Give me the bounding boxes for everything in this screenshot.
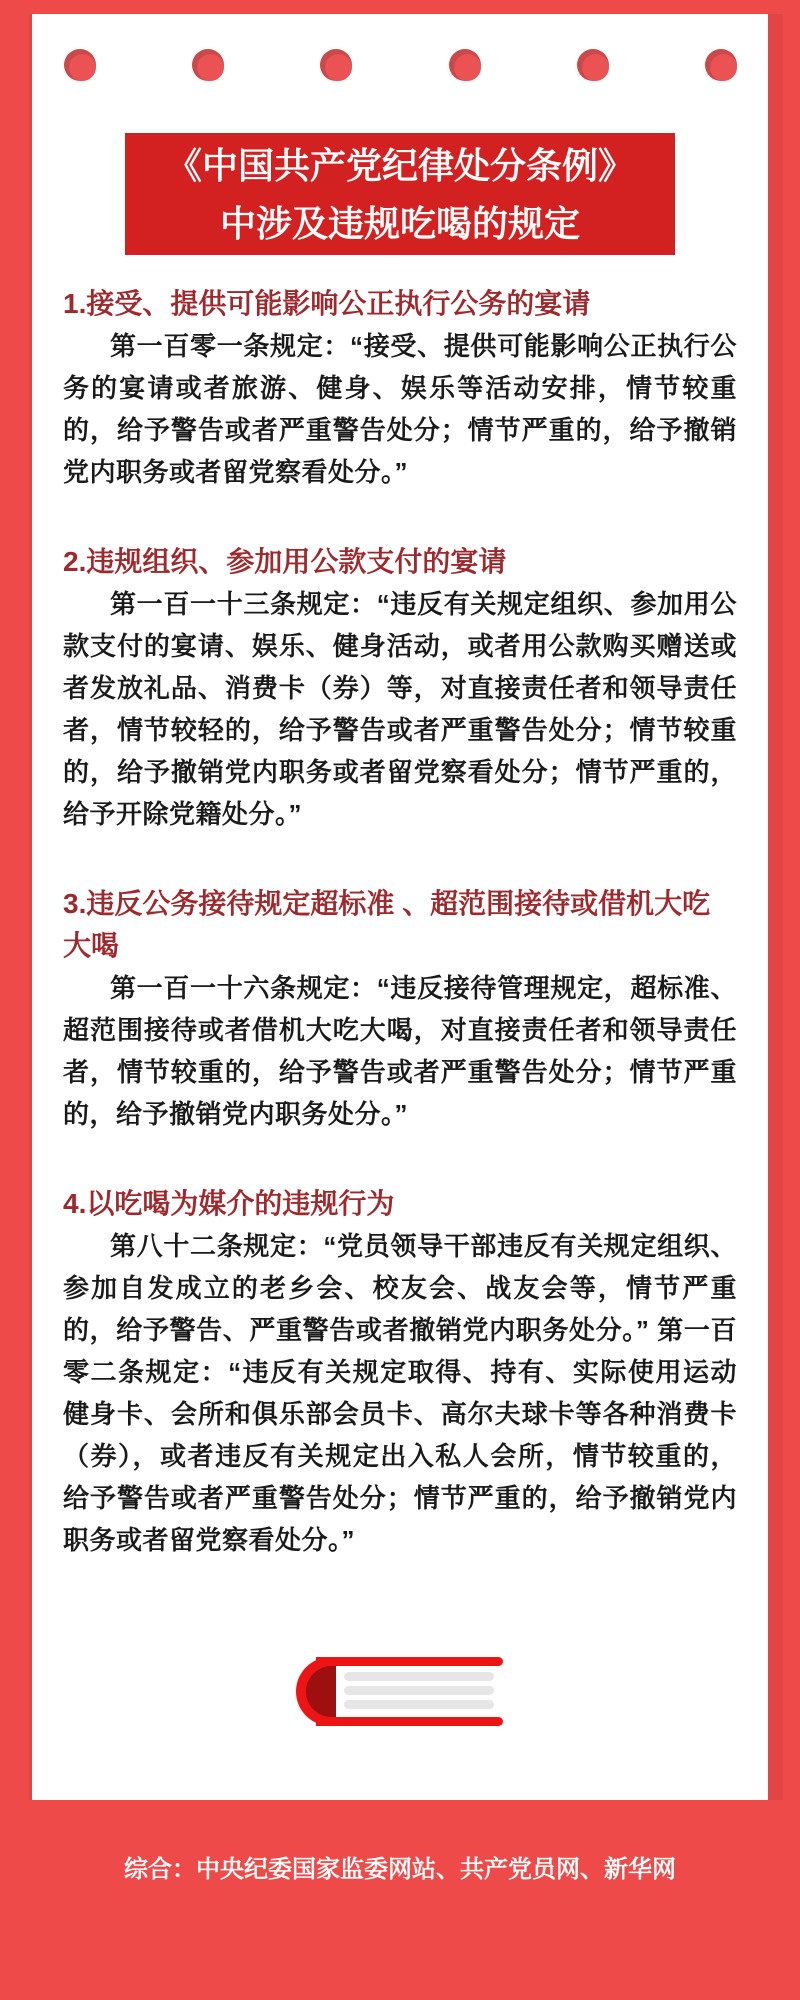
binder-dot-icon bbox=[449, 49, 481, 81]
book-pages bbox=[336, 1666, 494, 1717]
section-4-body: 第八十二条规定：“党员领导干部违反有关规定组织、参加自发成立的老乡会、校友会、战友会等，情节严重的，给予警告、严重警告或者撤销党内职务处分。” 第一百零二条规定：“违反有关规定取得、持有、实际使用运动健身卡、会所和俱乐部会员卡、高尔夫球卡等各种消费卡（券），或者违反有关规定出入私人会所，情节较重的，给予警告或者严重警告处分；情节严重的，给予撤销党内职务或者留党察看处分。” bbox=[63, 1231, 737, 1555]
section-4 bbox=[63, 1183, 737, 1561]
section-2-body: 第一百一十三条规定：“违反有关规定组织、参加用公款支付的宴请、娱乐、健身活动，或者用公款购买赠送或者发放礼品、消费卡（券）等，对直接责任者和领导责任者，情节较轻的，给予警告或者严重警告处分；情节较重的，给予撤销党内职务或者留党察看处分；情节严重的，给予开除党籍处分。” bbox=[63, 589, 737, 829]
binder-dot-icon bbox=[192, 49, 224, 81]
book-page-line bbox=[344, 1672, 494, 1681]
binder-dot-icon bbox=[577, 49, 609, 81]
book-cover-top bbox=[316, 1657, 503, 1666]
binder-dots-row bbox=[64, 49, 737, 81]
card-left-shade bbox=[29, 14, 32, 1800]
section-1 bbox=[63, 283, 737, 493]
book-cover-bottom bbox=[316, 1717, 503, 1726]
binder-dot-icon bbox=[705, 49, 737, 81]
regulations-content bbox=[63, 283, 737, 1609]
card-right-shade bbox=[768, 14, 783, 1800]
section-2 bbox=[63, 541, 737, 835]
book-icon bbox=[296, 1657, 503, 1726]
title-banner bbox=[125, 133, 675, 255]
binder-dot-icon bbox=[320, 49, 352, 81]
section-1-body: 第一百零一条规定：“接受、提供可能影响公正执行公务的宴请或者旅游、健身、娱乐等活动安排，情节较重的，给予警告或者严重警告处分；情节严重的，给予撤销党内职务或者留党察看处分。” bbox=[63, 331, 737, 487]
section-3-heading: 3.违反公务接待规定超标准 、超范围接待或借机大吃大喝 bbox=[63, 888, 711, 961]
book-page-line bbox=[344, 1700, 494, 1709]
source-attribution: 综合：中央纪委国家监委网站、共产党员网、新华网 bbox=[124, 1856, 676, 1883]
book-page-line bbox=[344, 1686, 494, 1695]
section-3 bbox=[63, 883, 737, 1135]
binder-dot-icon bbox=[64, 49, 96, 81]
section-3-body: 第一百一十六条规定：“违反接待管理规定，超标准、超范围接待或者借机大吃大喝，对直接责任者和领导责任者，情节较重的，给予警告或者严重警告处分；情节严重的，给予撤销党内职务处分。” bbox=[63, 973, 737, 1129]
title-line-1: 《中国共产党纪律处分条例》 bbox=[165, 145, 634, 186]
section-2-heading: 2.违规组织、参加用公款支付的宴请 bbox=[63, 546, 507, 577]
section-1-heading: 1.接受、提供可能影响公正执行公务的宴请 bbox=[63, 288, 591, 319]
title-line-2: 中涉及违规吃喝的规定 bbox=[219, 203, 580, 244]
section-4-heading: 4.以吃喝为媒介的违规行为 bbox=[63, 1188, 395, 1219]
